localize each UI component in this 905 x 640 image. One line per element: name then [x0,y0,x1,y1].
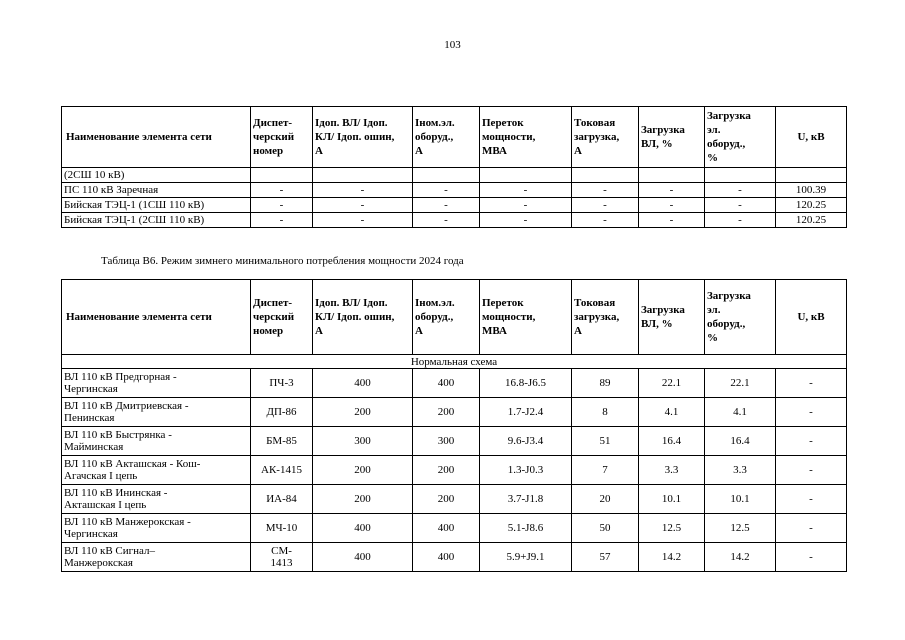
table-row [62,543,847,572]
value-cell-load-eq: 4.1 [705,398,776,427]
table-row [62,168,847,183]
element-name-line: Акташская I цепь [64,499,147,511]
header-row [62,107,847,168]
column-header-line: А [574,145,582,157]
table-row [62,427,847,456]
column-header [639,107,705,168]
column-header [776,280,847,355]
value-cell-i-dop: 200 [313,485,413,514]
column-header-line: Iном.эл. [415,297,455,309]
value-cell [413,168,480,183]
column-header [413,107,480,168]
value-cell-u: - [776,514,847,543]
value-cell: - [413,198,480,213]
value-cell: - [313,198,413,213]
value-cell-load-eq: 22.1 [705,369,776,398]
column-header [572,280,639,355]
element-name-line: Майминская [64,441,124,453]
element-name-line: ВЛ 110 кВ Манжерокская - [64,516,191,528]
dispatch-number-cell [251,514,313,543]
page-number: 103 [444,39,461,51]
value-cell-i-nom: 400 [413,369,480,398]
value-cell-flow: 5.1-J8.6 [480,514,572,543]
column-header-line: ВЛ, % [641,318,673,330]
value-cell-load-vl: 14.2 [639,543,705,572]
column-header-line: А [315,325,323,337]
table-row [62,213,847,228]
value-cell-u: - [776,456,847,485]
element-name-cell [62,485,251,514]
dispatch-number-line: 1413 [270,557,293,569]
value-cell: - [572,198,639,213]
value-cell-i-nom: 200 [413,485,480,514]
element-name-cell [62,369,251,398]
value-cell: - [639,213,705,228]
column-header [62,280,251,355]
top-table [61,106,847,228]
column-header-line: КЛ/ Iдоп. ошин, [315,131,395,143]
column-header-line: Диспет- [253,117,293,129]
dispatch-number-cell [251,369,313,398]
column-header-line: оборуд., [415,131,454,143]
column-header [572,107,639,168]
value-cell-flow: 16.8-J6.5 [480,369,572,398]
column-header-line: черский [253,131,295,143]
column-header-line: МВА [482,325,507,337]
table-row [62,369,847,398]
element-name-line: ВЛ 110 кВ Акташская - Кош- [64,458,201,470]
value-cell [251,168,313,183]
column-header [480,107,572,168]
column-header-line: загрузка, [574,131,620,143]
element-name-line: ВЛ 110 кВ Ининская - [64,487,168,499]
value-cell-load-eq: 14.2 [705,543,776,572]
dispatch-number-line: СМ- [271,545,292,557]
dispatch-number-cell [251,543,313,572]
value-cell-load-eq: 3.3 [705,456,776,485]
value-cell-flow: 3.7-J1.8 [480,485,572,514]
value-cell: - [413,213,480,228]
value-cell-u: - [776,398,847,427]
value-cell-flow: 1.3-J0.3 [480,456,572,485]
value-cell: - [639,183,705,198]
element-name-cell: ПС 110 кВ Заречная [62,183,251,198]
table-row [62,183,847,198]
column-header-line: эл. [707,124,721,136]
column-header-line: номер [253,325,284,337]
column-header-line: Iном.эл. [415,117,455,129]
element-name-line: ВЛ 110 кВ Дмитриевская - [64,400,189,412]
column-header-line: Переток [482,117,524,129]
column-header-line: Загрузка [641,124,685,136]
section-row [62,355,847,369]
value-cell-load-vl: 16.4 [639,427,705,456]
column-header-line: оборуд., [415,311,454,323]
column-header [705,280,776,355]
value-cell: - [413,183,480,198]
dispatch-number-cell [251,398,313,427]
value-cell-i-dop: 400 [313,369,413,398]
value-cell-i-nom: 300 [413,427,480,456]
dispatch-number-line: ИА-84 [266,493,297,505]
column-header-line: Наименование элемента сети [66,311,212,323]
value-cell-load-eq: 12.5 [705,514,776,543]
value-cell-u: - [776,427,847,456]
value-cell: - [572,213,639,228]
value-cell: - [480,183,572,198]
column-header-line: % [707,152,718,164]
element-name-cell: Бийская ТЭЦ-1 (2СШ 110 кВ) [62,213,251,228]
element-name-line: Чергинская [64,528,118,540]
dispatch-number-line: ДП-86 [266,406,297,418]
dispatch-number-line: МЧ-10 [265,522,298,534]
value-cell-i-dop: 200 [313,398,413,427]
value-cell: - [251,183,313,198]
column-header [313,280,413,355]
element-name-line: Агачская I цепь [64,470,138,482]
column-header-line: А [574,325,582,337]
value-cell: - [251,198,313,213]
column-header-line: КЛ/ Iдоп. ошин, [315,311,395,323]
column-header-line: Загрузка [707,110,751,122]
value-cell-current: 20 [572,485,639,514]
value-cell [776,168,847,183]
column-header-line: Токовая [574,297,616,309]
table-caption: Таблица В6. Режим зимнего минимального потребления мощности 2024 года [101,255,464,267]
column-header-line: оборуд., [707,318,746,330]
value-cell [313,168,413,183]
element-name-line: Чергинская [64,383,118,395]
element-name-cell [62,398,251,427]
element-name-cell: Бийская ТЭЦ-1 (1СШ 110 кВ) [62,198,251,213]
value-cell-load-vl: 4.1 [639,398,705,427]
value-cell-i-nom: 200 [413,398,480,427]
value-cell: 120.25 [776,213,847,228]
table-row [62,485,847,514]
value-cell: 100.39 [776,183,847,198]
value-cell-flow: 5.9+J9.1 [480,543,572,572]
value-cell: - [705,198,776,213]
value-cell-i-dop: 400 [313,514,413,543]
column-header-line: загрузка, [574,311,620,323]
element-name-line: ВЛ 110 кВ Предгорная - [64,371,177,383]
dispatch-number-cell [251,456,313,485]
column-header-line: Загрузка [707,290,751,302]
column-header-line: номер [253,145,284,157]
element-name-line: ВЛ 110 кВ Сигнал– [64,545,155,557]
value-cell: - [313,183,413,198]
column-header-line: Диспет- [253,297,293,309]
value-cell: 120.25 [776,198,847,213]
element-name-cell [62,514,251,543]
element-name-line: Пенинская [64,412,115,424]
value-cell-flow: 9.6-J3.4 [480,427,572,456]
column-header-line: U, кВ [797,311,825,323]
column-header-line: А [415,145,423,157]
dispatch-number-line: ПЧ-3 [269,377,294,389]
value-cell-flow: 1.7-J2.4 [480,398,572,427]
column-header-line: Загрузка [641,304,685,316]
value-cell-i-dop: 400 [313,543,413,572]
column-header [639,280,705,355]
column-header-line: мощности, [482,131,536,143]
column-header-line: мощности, [482,311,536,323]
value-cell-current: 51 [572,427,639,456]
table-row [62,456,847,485]
value-cell-load-eq: 16.4 [705,427,776,456]
value-cell-u: - [776,543,847,572]
element-name-cell [62,543,251,572]
column-header-line: А [415,325,423,337]
top-table-body [62,168,847,228]
value-cell [705,168,776,183]
value-cell: - [480,213,572,228]
value-cell-i-dop: 200 [313,456,413,485]
column-header-line: черский [253,311,295,323]
value-cell [639,168,705,183]
section-label: Нормальная схема [62,355,847,369]
dispatch-number-line: БМ-85 [266,435,297,447]
column-header-line: ВЛ, % [641,138,673,150]
dispatch-number-line: АК-1415 [261,464,302,476]
column-header-line: Токовая [574,117,616,129]
column-header-line: Iдоп. ВЛ/ Iдоп. [315,117,388,129]
column-header-line: U, кВ [797,131,825,143]
element-name-cell: (2СШ 10 кВ) [62,168,251,183]
element-name-cell [62,456,251,485]
value-cell-current: 8 [572,398,639,427]
column-header-line: Iдоп. ВЛ/ Iдоп. [315,297,388,309]
value-cell-load-vl: 3.3 [639,456,705,485]
column-header [776,107,847,168]
dispatch-number-cell [251,427,313,456]
element-name-cell [62,427,251,456]
column-header-line: А [315,145,323,157]
value-cell-load-eq: 10.1 [705,485,776,514]
element-name-line: ВЛ 110 кВ Быстрянка - [64,429,172,441]
value-cell: - [251,213,313,228]
value-cell-u: - [776,485,847,514]
table-row [62,514,847,543]
column-header [251,107,313,168]
table-row [62,398,847,427]
value-cell-current: 7 [572,456,639,485]
value-cell-u: - [776,369,847,398]
value-cell: - [480,198,572,213]
column-header [480,280,572,355]
value-cell-load-vl: 22.1 [639,369,705,398]
value-cell: - [572,183,639,198]
value-cell-load-vl: 12.5 [639,514,705,543]
value-cell-load-vl: 10.1 [639,485,705,514]
column-header [705,107,776,168]
table-row [62,198,847,213]
main-table [61,279,847,572]
column-header [62,107,251,168]
column-header-line: оборуд., [707,138,746,150]
value-cell: - [639,198,705,213]
column-header [413,280,480,355]
value-cell-i-nom: 400 [413,543,480,572]
value-cell: - [705,213,776,228]
column-header-line: Наименование элемента сети [66,131,212,143]
value-cell-i-nom: 200 [413,456,480,485]
header-row [62,280,847,355]
column-header [251,280,313,355]
value-cell-i-dop: 300 [313,427,413,456]
value-cell-current: 89 [572,369,639,398]
value-cell [572,168,639,183]
element-name-line: Манжерокская [64,557,133,569]
value-cell-current: 50 [572,514,639,543]
value-cell: - [705,183,776,198]
column-header-line: эл. [707,304,721,316]
value-cell-current: 57 [572,543,639,572]
value-cell-i-nom: 400 [413,514,480,543]
column-header-line: Переток [482,297,524,309]
column-header-line: МВА [482,145,507,157]
column-header [313,107,413,168]
value-cell [480,168,572,183]
main-table-body [62,355,847,572]
dispatch-number-cell [251,485,313,514]
column-header-line: % [707,332,718,344]
value-cell: - [313,213,413,228]
